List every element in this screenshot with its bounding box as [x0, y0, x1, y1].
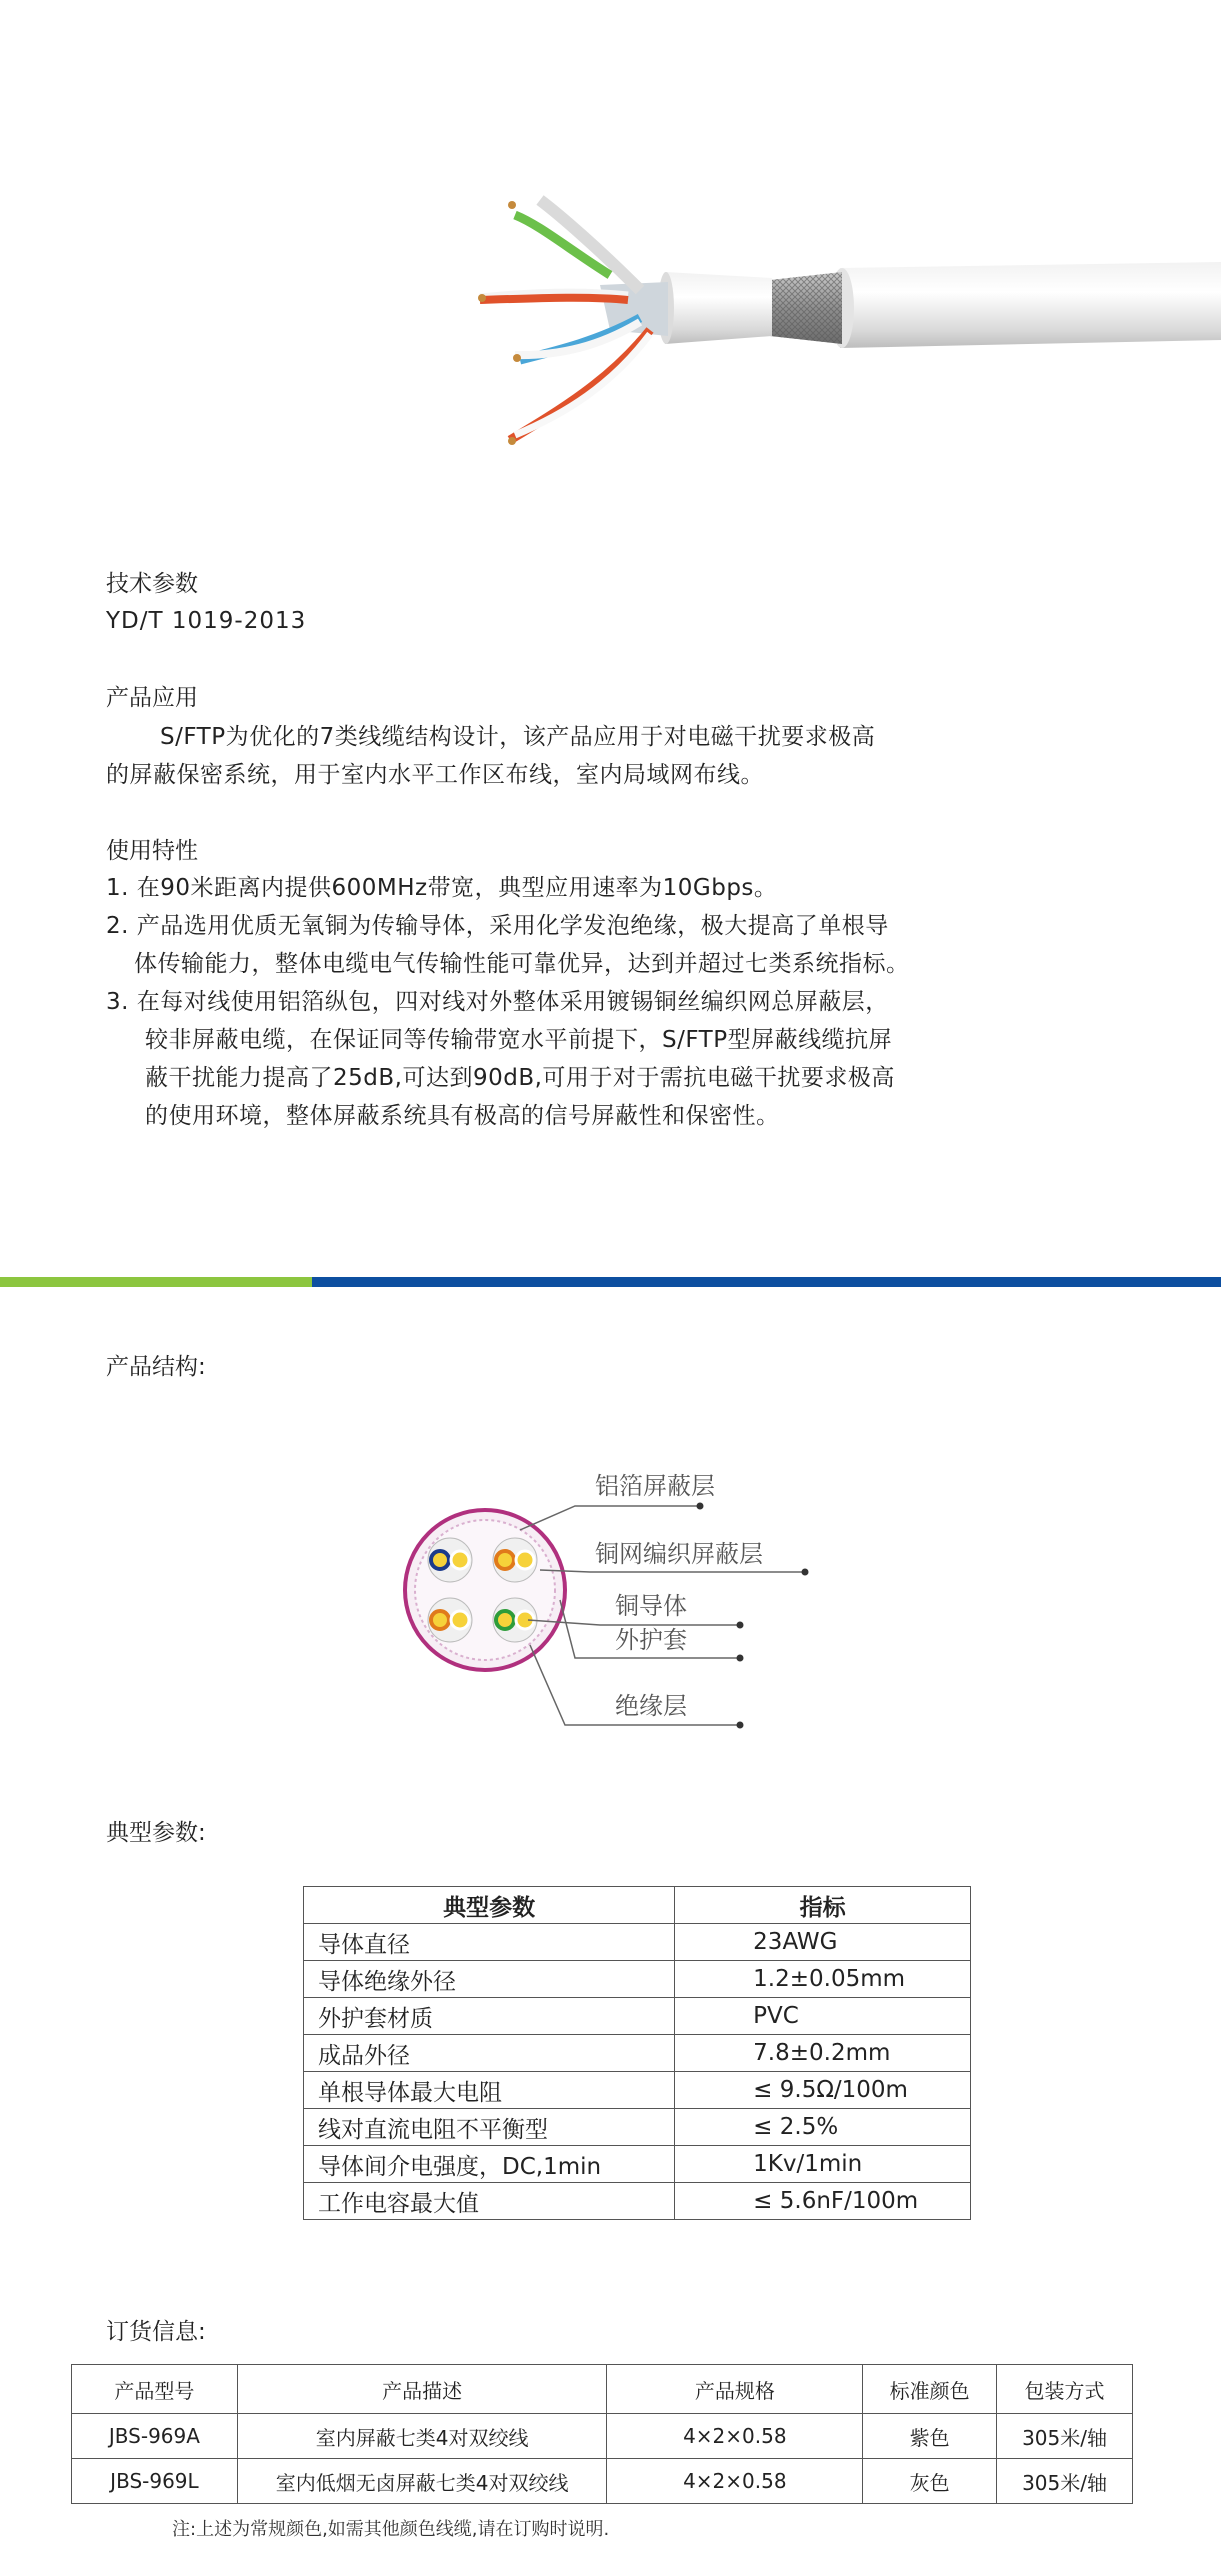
param-value: 23AWG	[675, 1924, 971, 1961]
header-description: 产品描述	[237, 2365, 607, 2414]
param-name: 单根导体最大电阻	[304, 2072, 675, 2109]
param-name: 线对直流电阻不平衡型	[304, 2109, 675, 2146]
order-spec: 4×2×0.58	[607, 2414, 863, 2459]
params-title: 典型参数:	[106, 1820, 206, 1846]
label-foil-shield: 铝箔屏蔽层	[595, 1472, 715, 1500]
header-spec: 产品规格	[607, 2365, 863, 2414]
label-insulation: 绝缘层	[615, 1692, 687, 1720]
param-value: 1Kv/1min	[675, 2146, 971, 2183]
table-row	[304, 2183, 971, 2220]
table-row	[304, 1998, 971, 2035]
feature-line: 的使用环境，整体屏蔽系统具有极高的信号屏蔽性和保密性。	[145, 1103, 780, 1129]
table-row	[304, 2146, 971, 2183]
order-color: 紫色	[863, 2414, 997, 2459]
feature-line: 蔽干扰能力提高了25dB,可达到90dB,可用于对于需抗电磁干扰要求极高	[145, 1065, 895, 1091]
label-braid-shield: 铜网编织屏蔽层	[595, 1540, 763, 1568]
header-model: 产品型号	[72, 2365, 238, 2414]
param-value: 1.2±0.05mm	[675, 1961, 971, 1998]
param-name: 外护套材质	[304, 1998, 675, 2035]
table-row	[304, 1924, 971, 1961]
param-name: 导体间介电强度，DC,1min	[304, 2146, 675, 2183]
param-value: ≤ 9.5Ω/100m	[675, 2072, 971, 2109]
param-value: PVC	[675, 1998, 971, 2035]
order-packaging: 305米/轴	[997, 2459, 1133, 2504]
features-title: 使用特性	[106, 838, 198, 864]
param-value: ≤ 5.6nF/100m	[675, 2183, 971, 2220]
table-row	[304, 1961, 971, 1998]
param-name: 导体绝缘外径	[304, 1961, 675, 1998]
order-model: JBS-969L	[72, 2459, 238, 2504]
specs-title: 技术参数	[106, 571, 198, 597]
application-line: S/FTP为优化的7类线缆结构设计，该产品应用于对电磁干扰要求极高	[160, 724, 876, 750]
param-name: 成品外径	[304, 2035, 675, 2072]
table-row	[72, 2459, 1133, 2504]
order-title: 订货信息:	[106, 2319, 206, 2345]
order-description: 室内屏蔽七类4对双绞线	[237, 2414, 607, 2459]
cable-photo	[0, 0, 1221, 520]
params-table	[303, 1886, 971, 2220]
table-header-row	[304, 1887, 971, 1924]
cable-cross-section-diagram	[390, 1460, 850, 1750]
application-line: 的屏蔽保密系统，用于室内水平工作区布线，室内局域网布线。	[106, 762, 764, 788]
application-title: 产品应用	[106, 685, 198, 711]
table-row	[72, 2414, 1133, 2459]
param-value: 7.8±0.2mm	[675, 2035, 971, 2072]
param-value: ≤ 2.5%	[675, 2109, 971, 2146]
feature-line: 1. 在90米距离内提供600MHz带宽，典型应用速率为10Gbps。	[106, 875, 778, 901]
feature-line: 2. 产品选用优质无氧铜为传输导体，采用化学发泡绝缘，极大提高了单根导	[106, 913, 889, 939]
divider-green	[0, 1277, 312, 1287]
header-color: 标准颜色	[863, 2365, 997, 2414]
feature-line: 体传输能力，整体电缆电气传输性能可靠优异，达到并超过七类系统指标。	[134, 951, 910, 977]
table-row	[304, 2072, 971, 2109]
label-outer-jacket: 外护套	[615, 1626, 687, 1654]
order-model: JBS-969A	[72, 2414, 238, 2459]
order-packaging: 305米/轴	[997, 2414, 1133, 2459]
header-value: 指标	[675, 1887, 971, 1924]
order-note: 注:上述为常规颜色,如需其他颜色线缆,请在订购时说明.	[172, 2519, 610, 2540]
table-header-row	[72, 2365, 1133, 2414]
param-name: 导体直径	[304, 1924, 675, 1961]
header-packaging: 包装方式	[997, 2365, 1133, 2414]
feature-line: 较非屏蔽电缆，在保证同等传输带宽水平前提下，S/FTP型屏蔽线缆抗屏	[145, 1027, 893, 1053]
order-description: 室内低烟无卤屏蔽七类4对双绞线	[237, 2459, 607, 2504]
order-spec: 4×2×0.58	[607, 2459, 863, 2504]
feature-line: 3. 在每对线使用铝箔纵包，四对线对外整体采用镀锡铜丝编织网总屏蔽层，	[106, 989, 889, 1015]
header-param: 典型参数	[304, 1887, 675, 1924]
table-row	[304, 2109, 971, 2146]
order-color: 灰色	[863, 2459, 997, 2504]
order-table	[71, 2364, 1133, 2504]
label-copper-conductor: 铜导体	[615, 1592, 687, 1620]
specs-standard: YD/T 1019-2013	[106, 608, 307, 634]
divider-blue	[312, 1277, 1221, 1287]
table-row	[304, 2035, 971, 2072]
structure-title: 产品结构:	[106, 1354, 206, 1380]
param-name: 工作电容最大值	[304, 2183, 675, 2220]
